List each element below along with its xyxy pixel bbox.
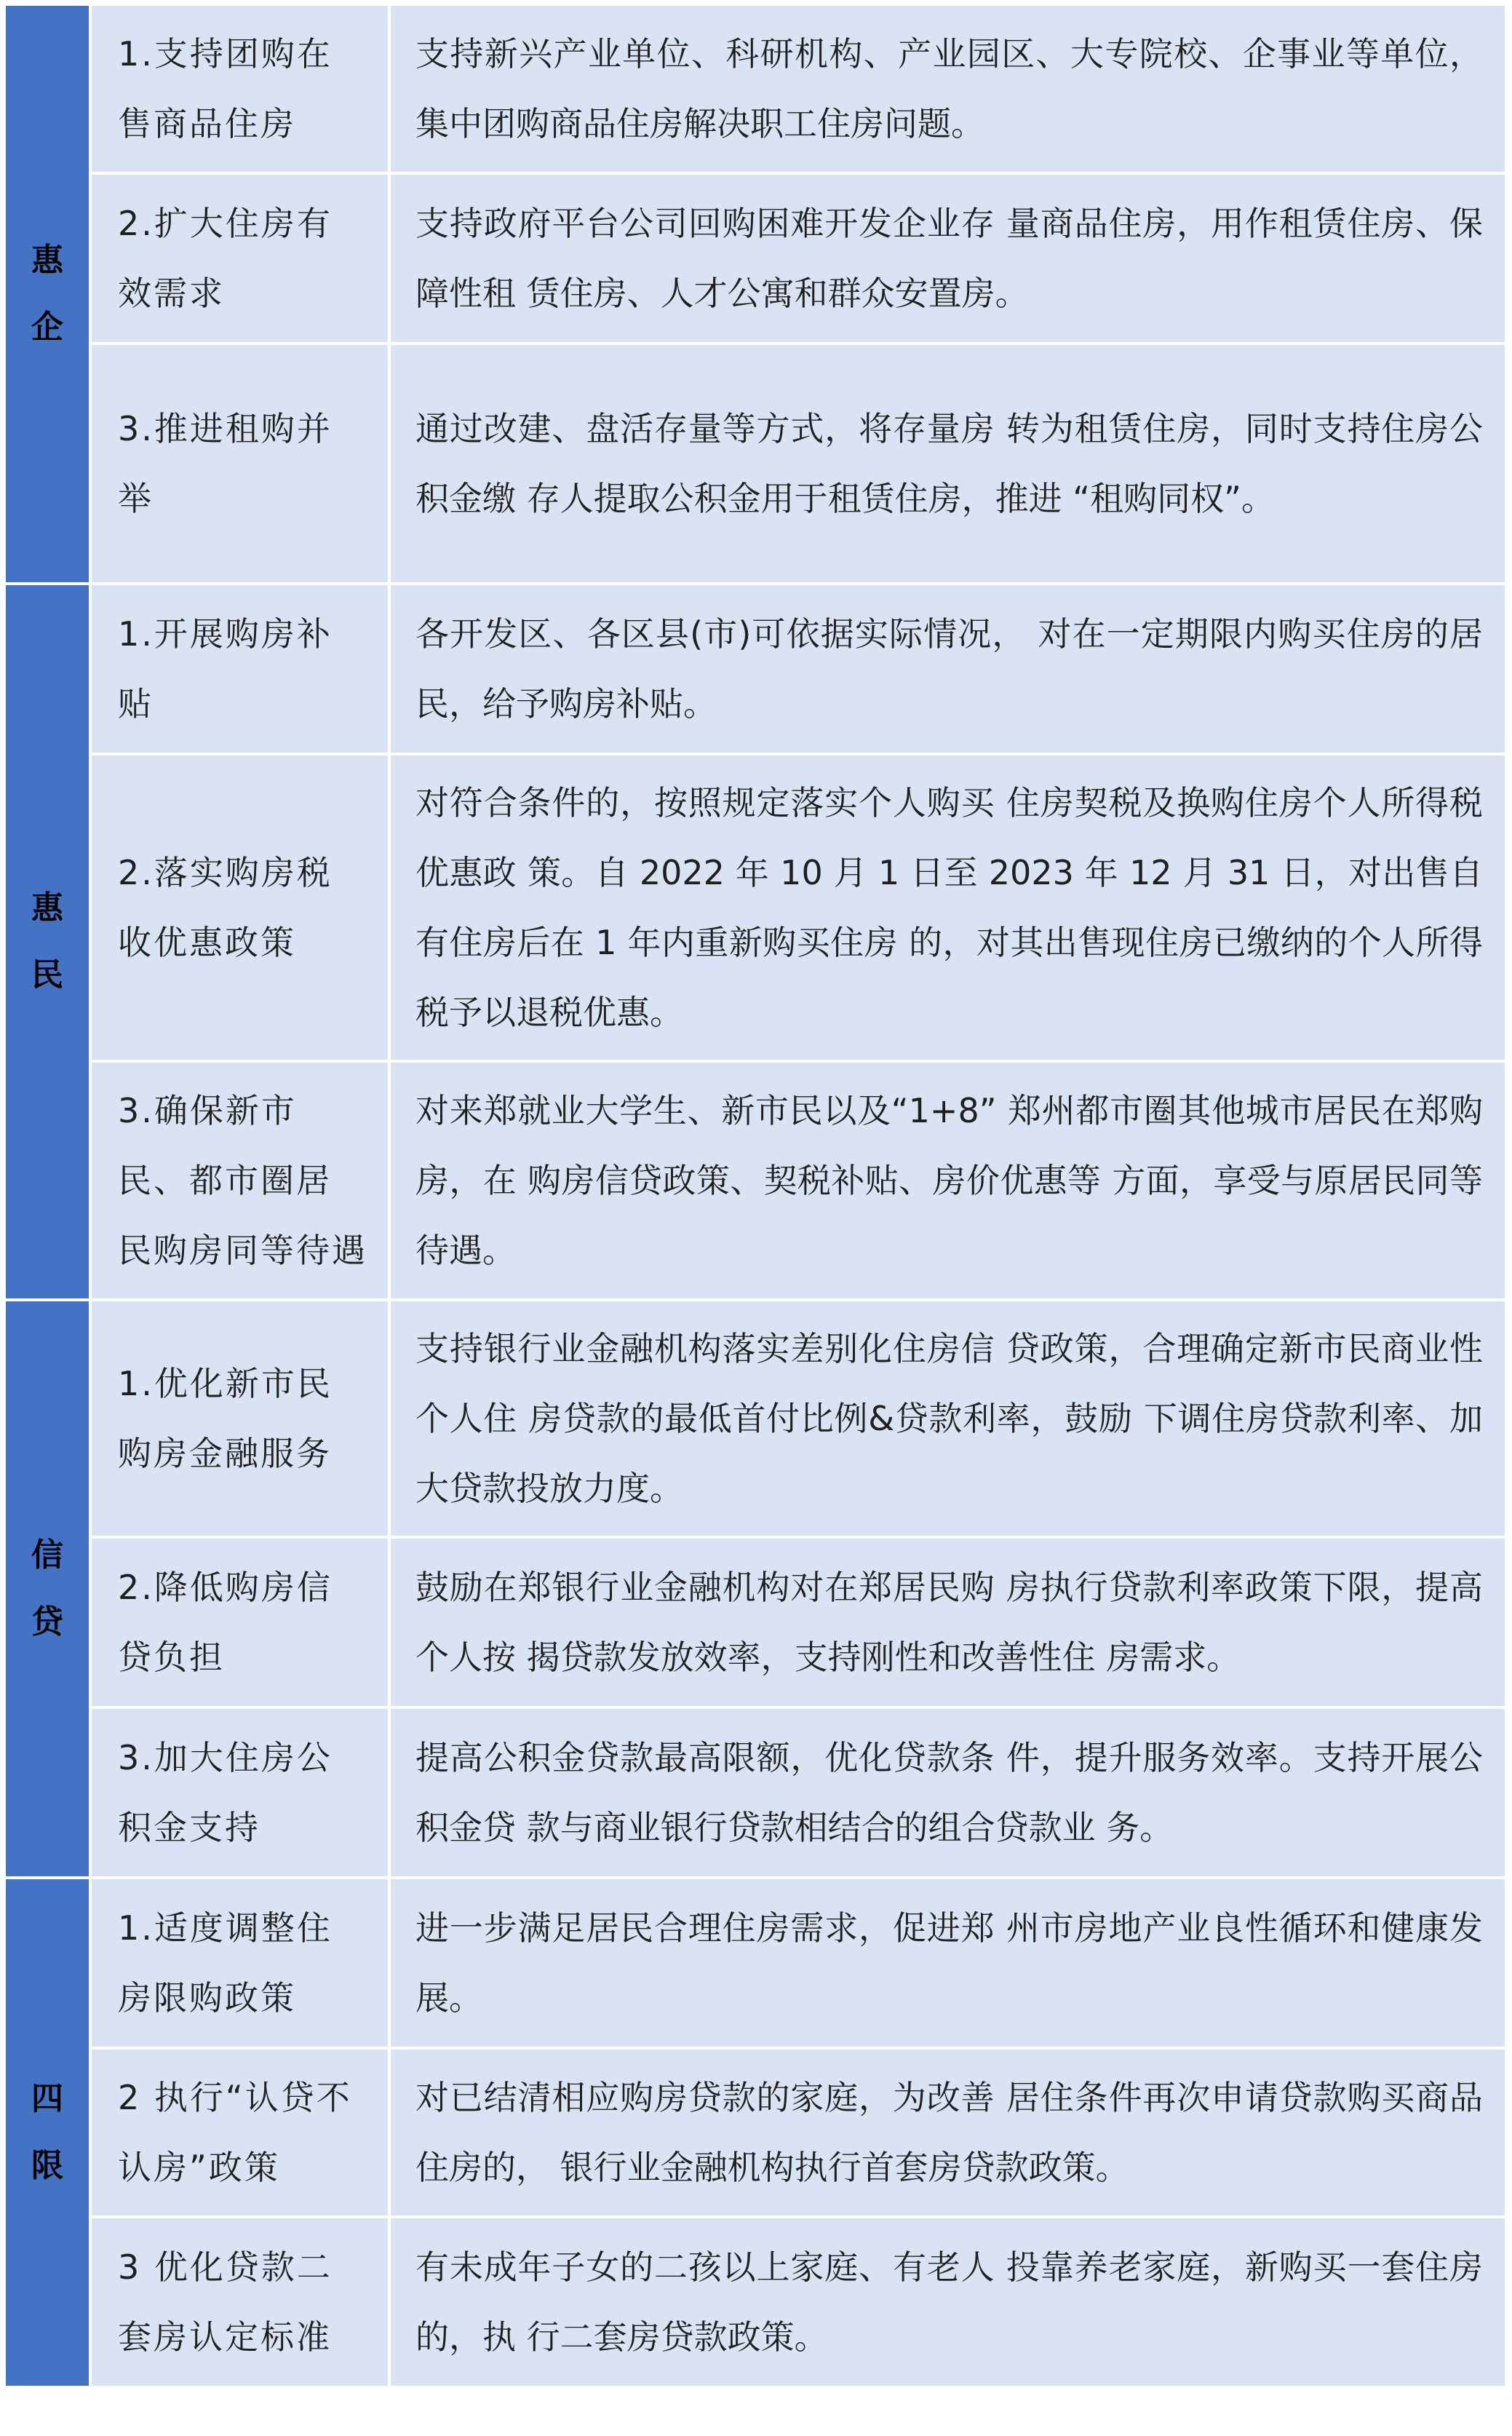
policy-item-title: 2.扩大住房有效需求: [90, 173, 389, 344]
table-row: [4, 173, 1506, 344]
table-row: [4, 1878, 1506, 2048]
policy-item-title: 1.适度调整住房限购政策: [90, 1878, 389, 2048]
table-row: [4, 1537, 1506, 1707]
table-row: [4, 584, 1506, 754]
policy-item-title: 1.开展购房补贴: [90, 584, 389, 754]
policy-item-title: 3.确保新市民、都市圈居 民购房同等待遇: [90, 1061, 389, 1300]
policy-item-description: 各开发区、各区县(市)可依据实际情况， 对在一定期限内购买住房的居民，给予购房补贴。: [389, 584, 1506, 754]
table-row: [4, 2048, 1506, 2217]
category-cell-hui-qi: [4, 4, 90, 584]
category-label: 惠企: [31, 242, 63, 346]
policy-item-description: 进一步满足居民合理住房需求，促进郑 州市房地产业良性循环和健康发展。: [389, 1878, 1506, 2048]
policy-item-title: 1.优化新市民购房金融服务: [90, 1300, 389, 1537]
table-row: [4, 754, 1506, 1061]
table-row: [4, 4, 1506, 173]
housing-policy-table: [3, 3, 1508, 2389]
table-row: [4, 1061, 1506, 1300]
policy-item-description: 提高公积金贷款最高限额，优化贷款条 件，提升服务效率。支持开展公积金贷 款与商业银行贷款相结合的组合贷款业 务。: [389, 1707, 1506, 1878]
policy-item-description: 对来郑就业大学生、新市民以及“1+8” 郑州都市圈其他城市居民在郑购房，在 购房信贷政策、契税补贴、房价优惠等 方面，享受与原居民同等待遇。: [389, 1061, 1506, 1300]
category-label: 信贷: [31, 1536, 63, 1640]
policy-item-description: 支持政府平台公司回购困难开发企业存 量商品住房，用作租赁住房、保障性租 赁住房、人才公寓和群众安置房。: [389, 173, 1506, 344]
category-cell-xin-dai: [4, 1300, 90, 1878]
category-label: 惠民: [31, 889, 63, 993]
policy-item-title: 3 优化贷款二套房认定标准: [90, 2217, 389, 2387]
policy-item-description: 鼓励在郑银行业金融机构对在郑居民购 房执行贷款利率政策下限，提高个人按 揭贷款发放效率，支持刚性和改善性住 房需求。: [389, 1537, 1506, 1707]
category-cell-si-xian: [4, 1878, 90, 2387]
policy-item-title: 2.降低购房信贷负担: [90, 1537, 389, 1707]
policy-item-description: 支持新兴产业单位、科研机构、产业园区、大专院校、企事业等单位，集中团购商品住房解决职工住房问题。: [389, 4, 1506, 173]
category-cell-hui-min: [4, 584, 90, 1300]
policy-item-title: 2.落实购房税收优惠政策: [90, 754, 389, 1061]
policy-item-title: 2 执行“认贷不认房”政策: [90, 2048, 389, 2217]
table-row: [4, 344, 1506, 584]
table-row: [4, 1300, 1506, 1537]
policy-item-description: 对已结清相应购房贷款的家庭，为改善 居住条件再次申请贷款购买商品住房的， 银行业金融机构执行首套房贷款政策。: [389, 2048, 1506, 2217]
policy-item-title: 1.支持团购在售商品住房: [90, 4, 389, 173]
category-label: 四限: [31, 2080, 63, 2184]
table-row: [4, 2217, 1506, 2387]
policy-item-title: 3.推进租购并举: [90, 344, 389, 584]
policy-item-title: 3.加大住房公积金支持: [90, 1707, 389, 1878]
policy-item-description: 有未成年子女的二孩以上家庭、有老人 投靠养老家庭，新购买一套住房的，执 行二套房贷款政策。: [389, 2217, 1506, 2387]
policy-item-description: 支持银行业金融机构落实差别化住房信 贷政策，合理确定新市民商业性个人住 房贷款的最低首付比例&贷款利率，鼓励 下调住房贷款利率、加大贷款投放力度。: [389, 1300, 1506, 1537]
table-row: [4, 1707, 1506, 1878]
policy-item-description: 通过改建、盘活存量等方式，将存量房 转为租赁住房，同时支持住房公积金缴 存人提取公积金用于租赁住房，推进 “租购同权”。: [389, 344, 1506, 584]
policy-item-description: 对符合条件的，按照规定落实个人购买 住房契税及换购住房个人所得税优惠政 策。自 2022 年 10 月 1 日至 2023 年 12 月 31 日，对出售自有住房后在 1 年内重新购买住房 的，对其出售现住房已缴纳的个人所得 税予以退税优惠。: [389, 754, 1506, 1061]
